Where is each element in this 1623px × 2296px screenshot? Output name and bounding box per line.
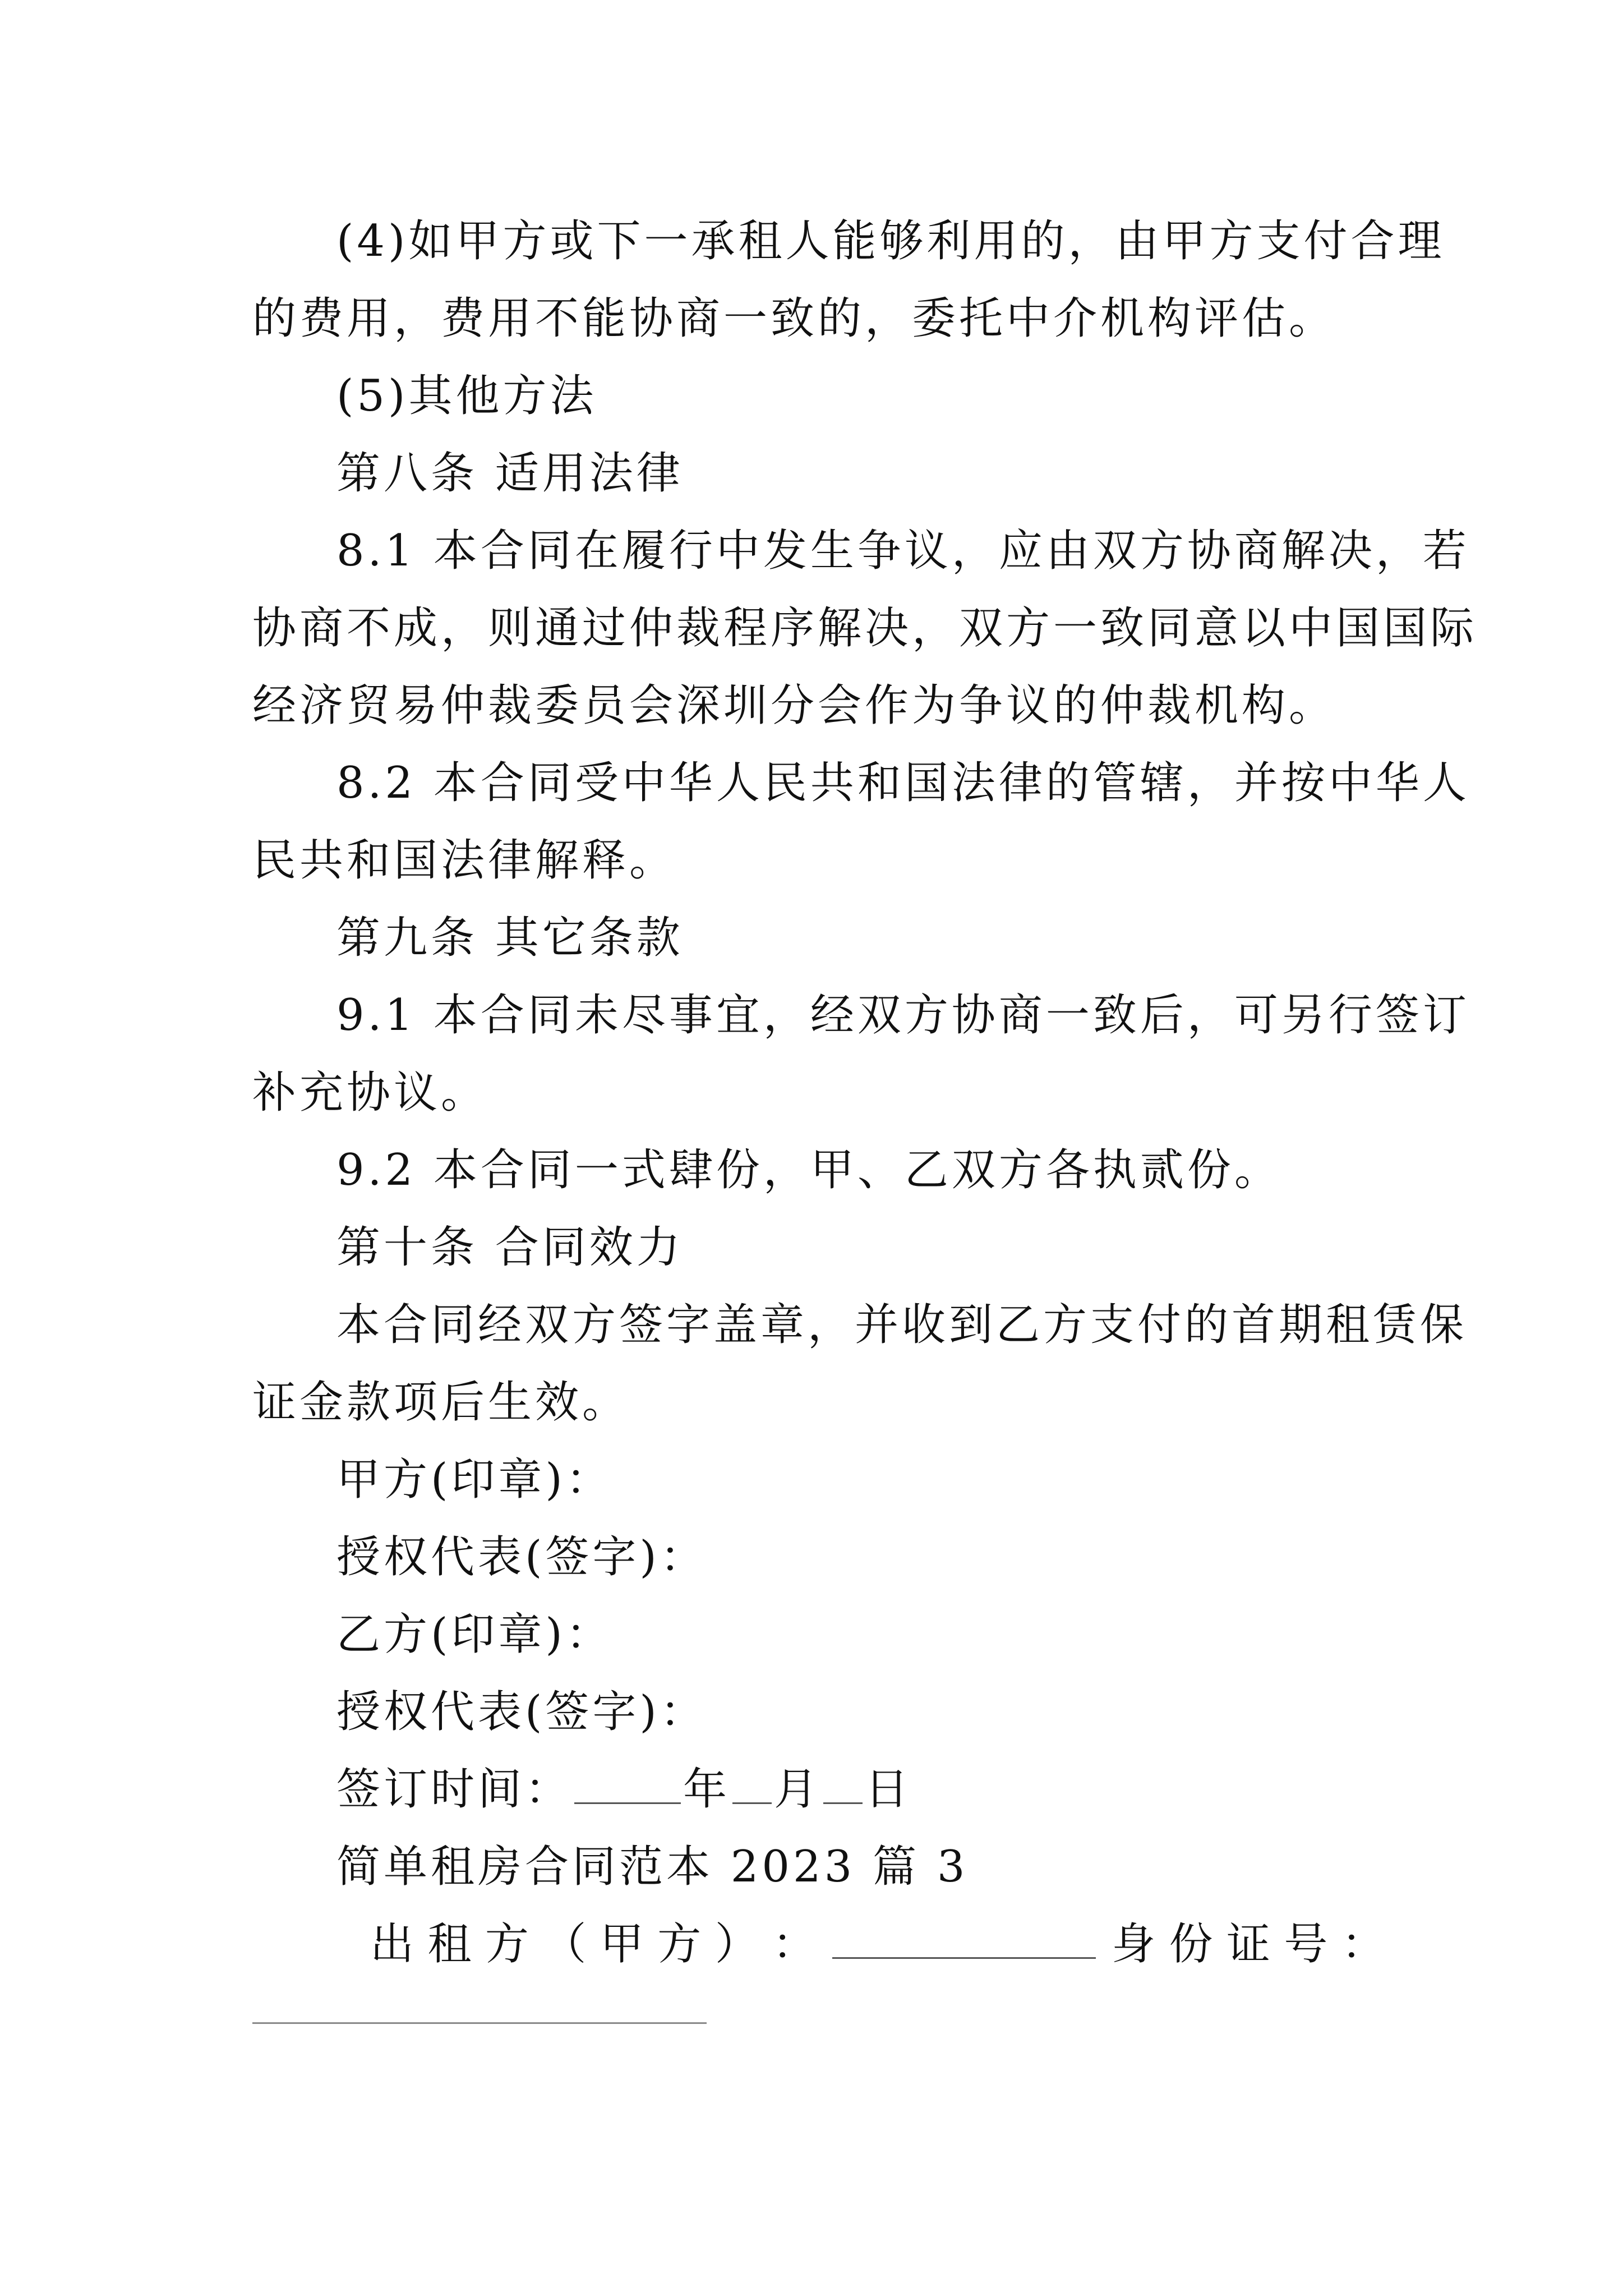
paragraph-line: 民共和国法律解释。 [252,835,677,886]
lessor-label-char: 租 [427,1919,472,1970]
party-b-rep-signature-label: 授权代表(签字)： [336,1687,707,1737]
id-number-blank-rule [252,2022,707,2024]
lessor-line [370,1916,1385,1972]
lessor-label-char: 出 [370,1919,414,1970]
paragraph-line: 8.2 本合同受中华人民共和国法律的管辖，并按中华人 [336,758,1470,808]
sign-date-line [336,1761,1469,1818]
id-label-char: 身 [1112,1919,1156,1970]
day-blank [823,1768,863,1804]
year-blank [574,1768,681,1804]
day-label: 日 [865,1764,912,1815]
article-heading: 第十条 合同效力 [336,1222,684,1273]
month-label: 月 [774,1764,822,1815]
id-label-char: ： [1341,1919,1385,1970]
lessor-name-blank [832,1922,1096,1959]
lessor-label-char: 甲 [600,1919,644,1970]
article-heading: 第九条 其它条款 [336,913,684,963]
paragraph-line: 9.2 本合同一式肆份，甲、乙双方各执贰份。 [336,1145,1281,1195]
paragraph-line: 证金款项后生效。 [252,1377,630,1428]
lessor-label-char: 方 [657,1919,702,1970]
id-label-char: 号 [1284,1919,1328,1970]
paragraph-line: 的费用，费用不能协商一致的，委托中介机构评估。 [252,293,1336,344]
lessor-label-char: （ [542,1919,587,1970]
lessor-label-char: 方 [485,1919,529,1970]
paragraph-line: 协商不成，则通过仲裁程序解决，双方一致同意以中国国际 [252,603,1478,654]
lessor-label-char: ） [714,1919,759,1970]
paragraph-line: 经济贸易仲裁委员会深圳分会作为争议的仲裁机构。 [252,680,1336,731]
article-heading: 第八条 适用法律 [336,448,684,499]
id-label-char: 证 [1226,1919,1270,1970]
year-label: 年 [683,1764,731,1815]
section-title: 简单租房合同范本 2023 篇 3 [336,1842,969,1892]
month-blank [732,1768,772,1804]
sign-date-label: 签订时间： [336,1764,573,1815]
paragraph-line: 8.1 本合同在履行中发生争议，应由双方协商解决，若 [336,526,1470,576]
party-a-rep-signature-label: 授权代表(签字)： [336,1532,707,1582]
party-b-seal-label: 乙方(印章)： [336,1609,613,1660]
paragraph-line: 9.1 本合同未尽事宜，经双方协商一致后，可另行签订 [336,990,1470,1041]
paragraph-line: 本合同经双方签字盖章，并收到乙方支付的首期租赁保 [336,1300,1468,1350]
paragraph-line: (5)其他方法 [336,371,597,421]
party-a-seal-label: 甲方(印章)： [336,1455,613,1505]
id-label-char: 份 [1169,1919,1213,1970]
paragraph-line: (4)如甲方或下一承租人能够利用的，由甲方支付合理 [336,216,1445,266]
paragraph-line: 补充协议。 [252,1068,488,1118]
lessor-label-char: ： [772,1919,817,1970]
